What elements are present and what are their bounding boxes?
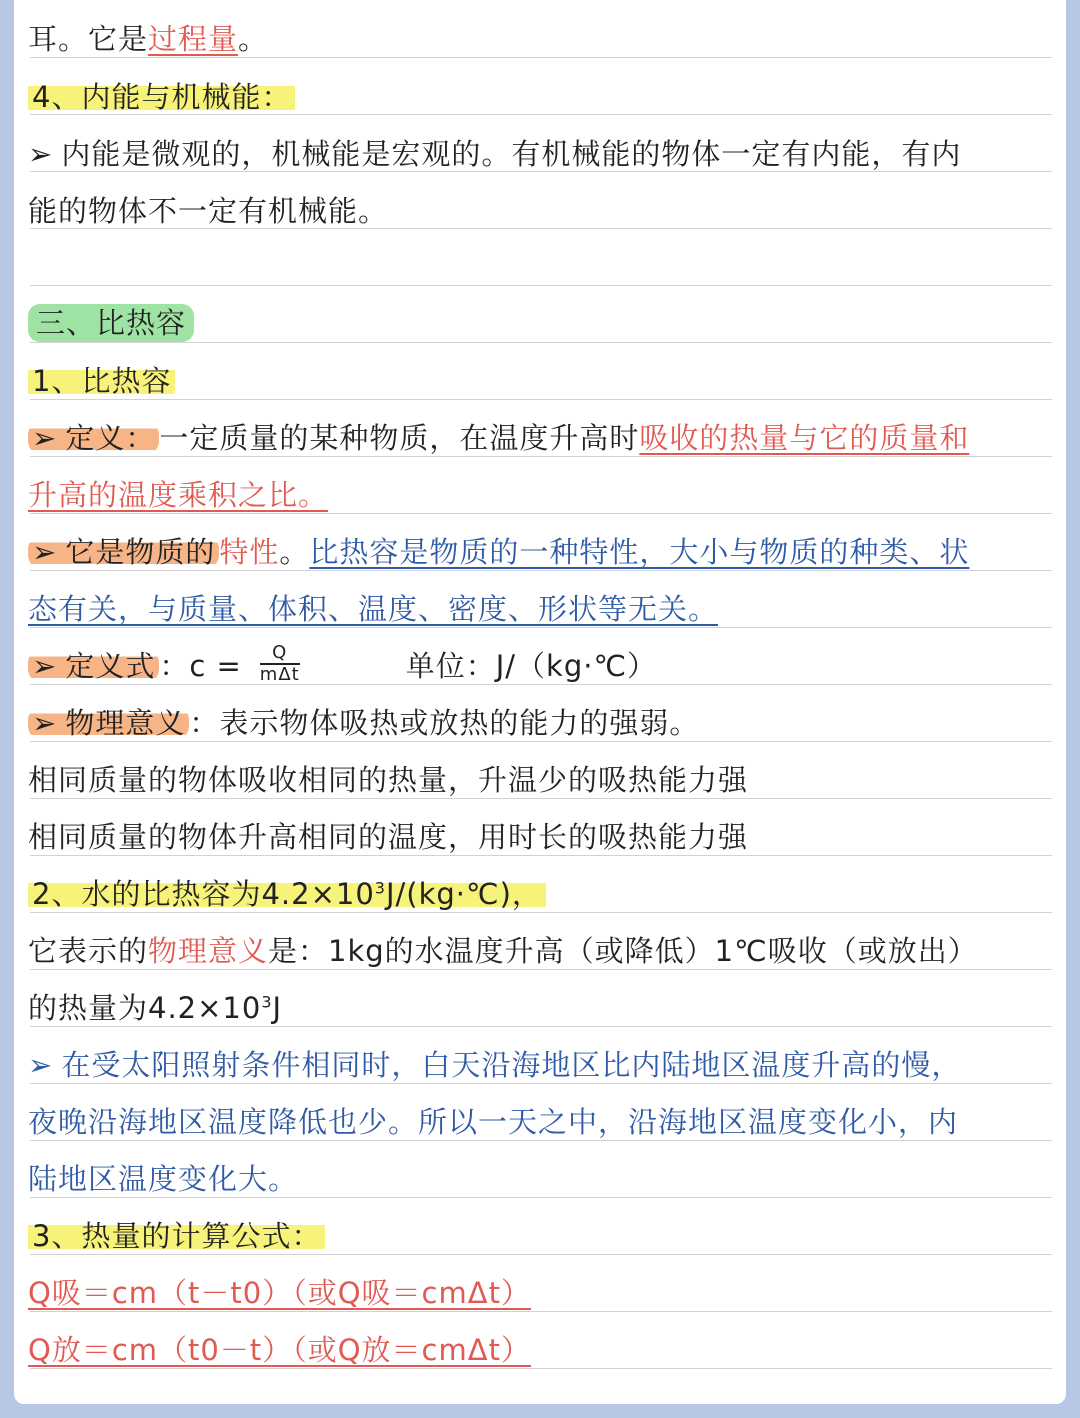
blue-note: 态有关，与质量、体积、温度、密度、形状等无关。 [28,592,719,626]
blue-note: 夜晚沿海地区温度降低也少。所以一天之中，沿海地区温度变化小，内 [28,1105,959,1139]
notebook-page [14,0,1066,1404]
superscript: 3 [374,878,386,898]
formula-fraction [260,643,300,685]
blue-note: 陆地区温度变化大。 [28,1162,299,1196]
arrow-bullet-icon: ➢ [28,1048,54,1082]
text-segment: 是：1kg的水温度升高（或降低）1℃吸收（或放出） [268,934,978,968]
fraction-denominator: mΔt [259,664,300,685]
arrow-bullet-icon: ➢ [32,421,58,455]
heading-text [28,877,546,911]
heading-internal-mechanical-energy [28,76,1054,118]
blue-note: 在受太阳照射条件相同时，白天沿海地区比内陆地区温度升高的慢， [61,1048,962,1082]
text-segment: 相同质量的物体吸收相同的热量，升温少的吸热能力强 [28,763,749,797]
definition-highlight: 升高的温度乘积之比。 [28,478,329,512]
section-heading-specific-heat [28,302,1054,344]
text-segment: ：表示物体吸热或放热的能力的强弱。 [189,706,700,740]
heading-text: 1、比热容 [28,364,175,398]
formula-lhs: ：c = [159,649,242,683]
arrow-bullet-icon: ➢ [32,535,58,569]
text-line-19 [28,1101,1054,1143]
text-line-formula [28,642,1054,687]
ruled-line [30,285,1052,286]
label-text: 物理意义 [65,706,186,740]
label-definition [28,421,159,455]
text-line-meaning [28,702,1054,744]
definition-highlight: 吸收的热量与它的质量和 [639,421,970,455]
heading-heat-formula [28,1215,1054,1257]
label-text: 它是物质的 [65,535,216,569]
formula-text: Q吸＝cm（t－t0）（或Q吸＝cmΔt） [28,1276,531,1310]
text-line-definition [28,417,1054,459]
text-line-14 [28,816,1054,858]
label-property [28,535,219,569]
text-segment: 它表示的 [28,934,149,968]
term-characteristic: 特性 [219,535,280,569]
formula-released [28,1329,1054,1371]
heading-text: 4、内能与机械能： [28,80,295,114]
text-segment: 。 [238,22,269,56]
heading-text: 3、热量的计算公式： [28,1219,325,1253]
text-line-17 [28,987,1054,1029]
text-segment: 耳。它是 [28,22,149,56]
text-segment: 。 [279,535,310,569]
text-segment: J [272,991,283,1025]
text-segment: 内能是微观的，机械能是宏观的。有机械能的物体一定有内能，有内 [61,137,962,171]
label-text: 定义： [65,421,156,455]
superscript: 3 [261,992,273,1012]
text-line-20 [28,1158,1054,1200]
text-line-18 [28,1044,1054,1086]
label-text: 定义式 [65,649,156,683]
arrow-bullet-icon: ➢ [28,137,54,171]
arrow-bullet-icon: ➢ [32,706,58,740]
section-heading-text: 三、比热容 [28,304,194,342]
text-segment: 相同质量的物体升高相同的温度，用时长的吸热能力强 [28,820,749,854]
text-line-4 [28,190,1054,232]
text-line-16 [28,930,1054,972]
heading-part: J/(kg·℃)， [385,877,542,911]
heading-water-specific-heat [28,873,1054,915]
text-line-10 [28,588,1054,630]
formula-text: Q放＝cm（t0－t）（或Q放＝cmΔt） [28,1333,531,1367]
heading-part: 2、水的比热容为4.2×10 [32,877,375,911]
text-segment: 能的物体不一定有机械能。 [28,194,389,228]
arrow-bullet-icon: ➢ [32,649,58,683]
term-physical-meaning: 物理意义 [148,934,269,968]
text-line-13 [28,759,1054,801]
fraction-numerator: Q [260,643,300,665]
term-process-quantity: 过程量 [148,22,239,56]
text-line-1 [28,18,1054,60]
text-line-8 [28,474,1054,516]
heading-specific-heat [28,360,1054,402]
label-formula [28,649,159,683]
text-line-property [28,531,1054,573]
text-segment: 的热量为4.2×10 [28,991,262,1025]
text-segment: 一定质量的某种物质，在温度升高时 [159,421,640,455]
unit-text: 单位：J/（kg·℃） [405,649,658,683]
text-line-3 [28,133,1054,175]
label-physical-meaning [28,706,189,740]
formula-absorbed [28,1272,1054,1314]
blue-note: 比热容是物质的一种特性，大小与物质的种类、状 [309,535,970,569]
